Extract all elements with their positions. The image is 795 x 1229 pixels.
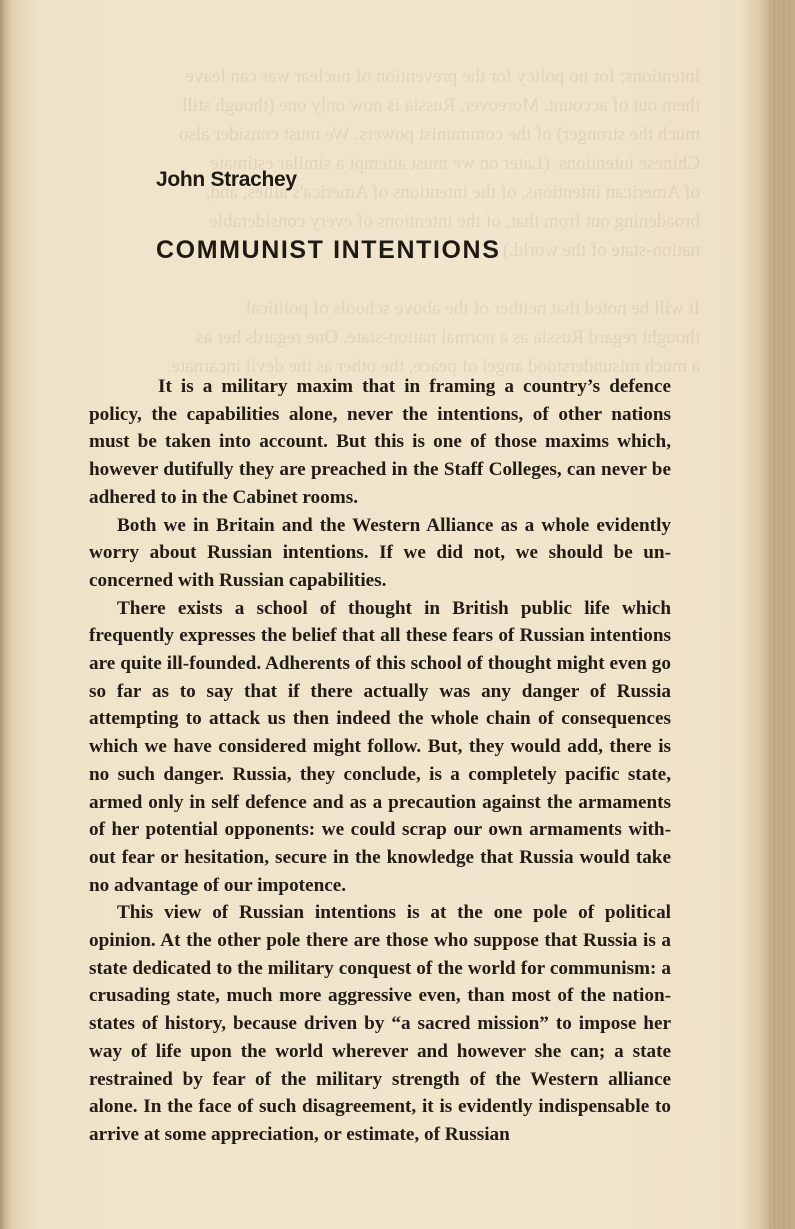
chapter-title: COMMUNIST INTENTIONS [156,236,501,264]
book-edge [769,0,795,1229]
paragraph: Both we in Britain and the Western Alliance as a whole evidently worry about Russian intentions. If we did not, we should be unconcerned with Russian capabilities. [89,514,671,591]
bleed-through-text: intentions; for no policy for the prevention of nuclear war can leave them out of account. Moreover, Russia is now only one (though still much the stronger) of the communist powers. We must consider also Chinese intentions. (Later on we must attempt a similar estimate of American intentions, of the intentions of America's allies, and, broadening out from that, of the intentions of every considerable nation-state of the world.) It will be noted that neither of the above schools of political thought regard Russia as a normal nation-state. One regards her as a much misunderstood angel of peace, the other as the devil incarnate. [166,66,700,377]
page-gutter-shadow [0,0,10,1229]
paragraph: It is a military maxim that in framing a country’s defence policy, the capabilities alone, never the intentions, of other nations must be taken into account. But this is one of those maxims which, however dutifully they are preached in the Staff Colleges, can never be adhered to in the Cabinet rooms. [89,376,671,508]
chapter-body [89,373,671,1149]
paragraph: This view of Russian intentions is at the one pole of political opinion. At the other pole there are those who suppose that Russia is a state dedicated to the military conquest of the world for communism: a crusading state, much more aggressive even, than most of the nation-states of history, because driven by “a sacred mission” to impose her way of life upon the world wherever and however she can; a state restrained by fear of the military strength of the Western alliance alone. In the face of such disagreement, it is evidently indispensable to arrive at some appreciation, or estimate, of Russian [89,902,671,1145]
author-name: John Strachey [156,168,297,191]
paragraph: There exists a school of thought in British public life which frequently expresses the belief that all these fears of Russian intentions are quite ill-founded. Adherents of this school of thought might even go so far as to say that if there actually was any danger of Russia attempting to attack us then indeed the whole chain of consequences which we have considered might follow. But, they would add, there is no such danger. Russia, they conclude, is a completely pacific state, armed only in self defence and as a precaution against the armaments of her potential opponents: we could scrap our own armaments without fear or hesitation, secure in the knowledge that Russia would take no advantage of our impotence. [89,597,671,896]
